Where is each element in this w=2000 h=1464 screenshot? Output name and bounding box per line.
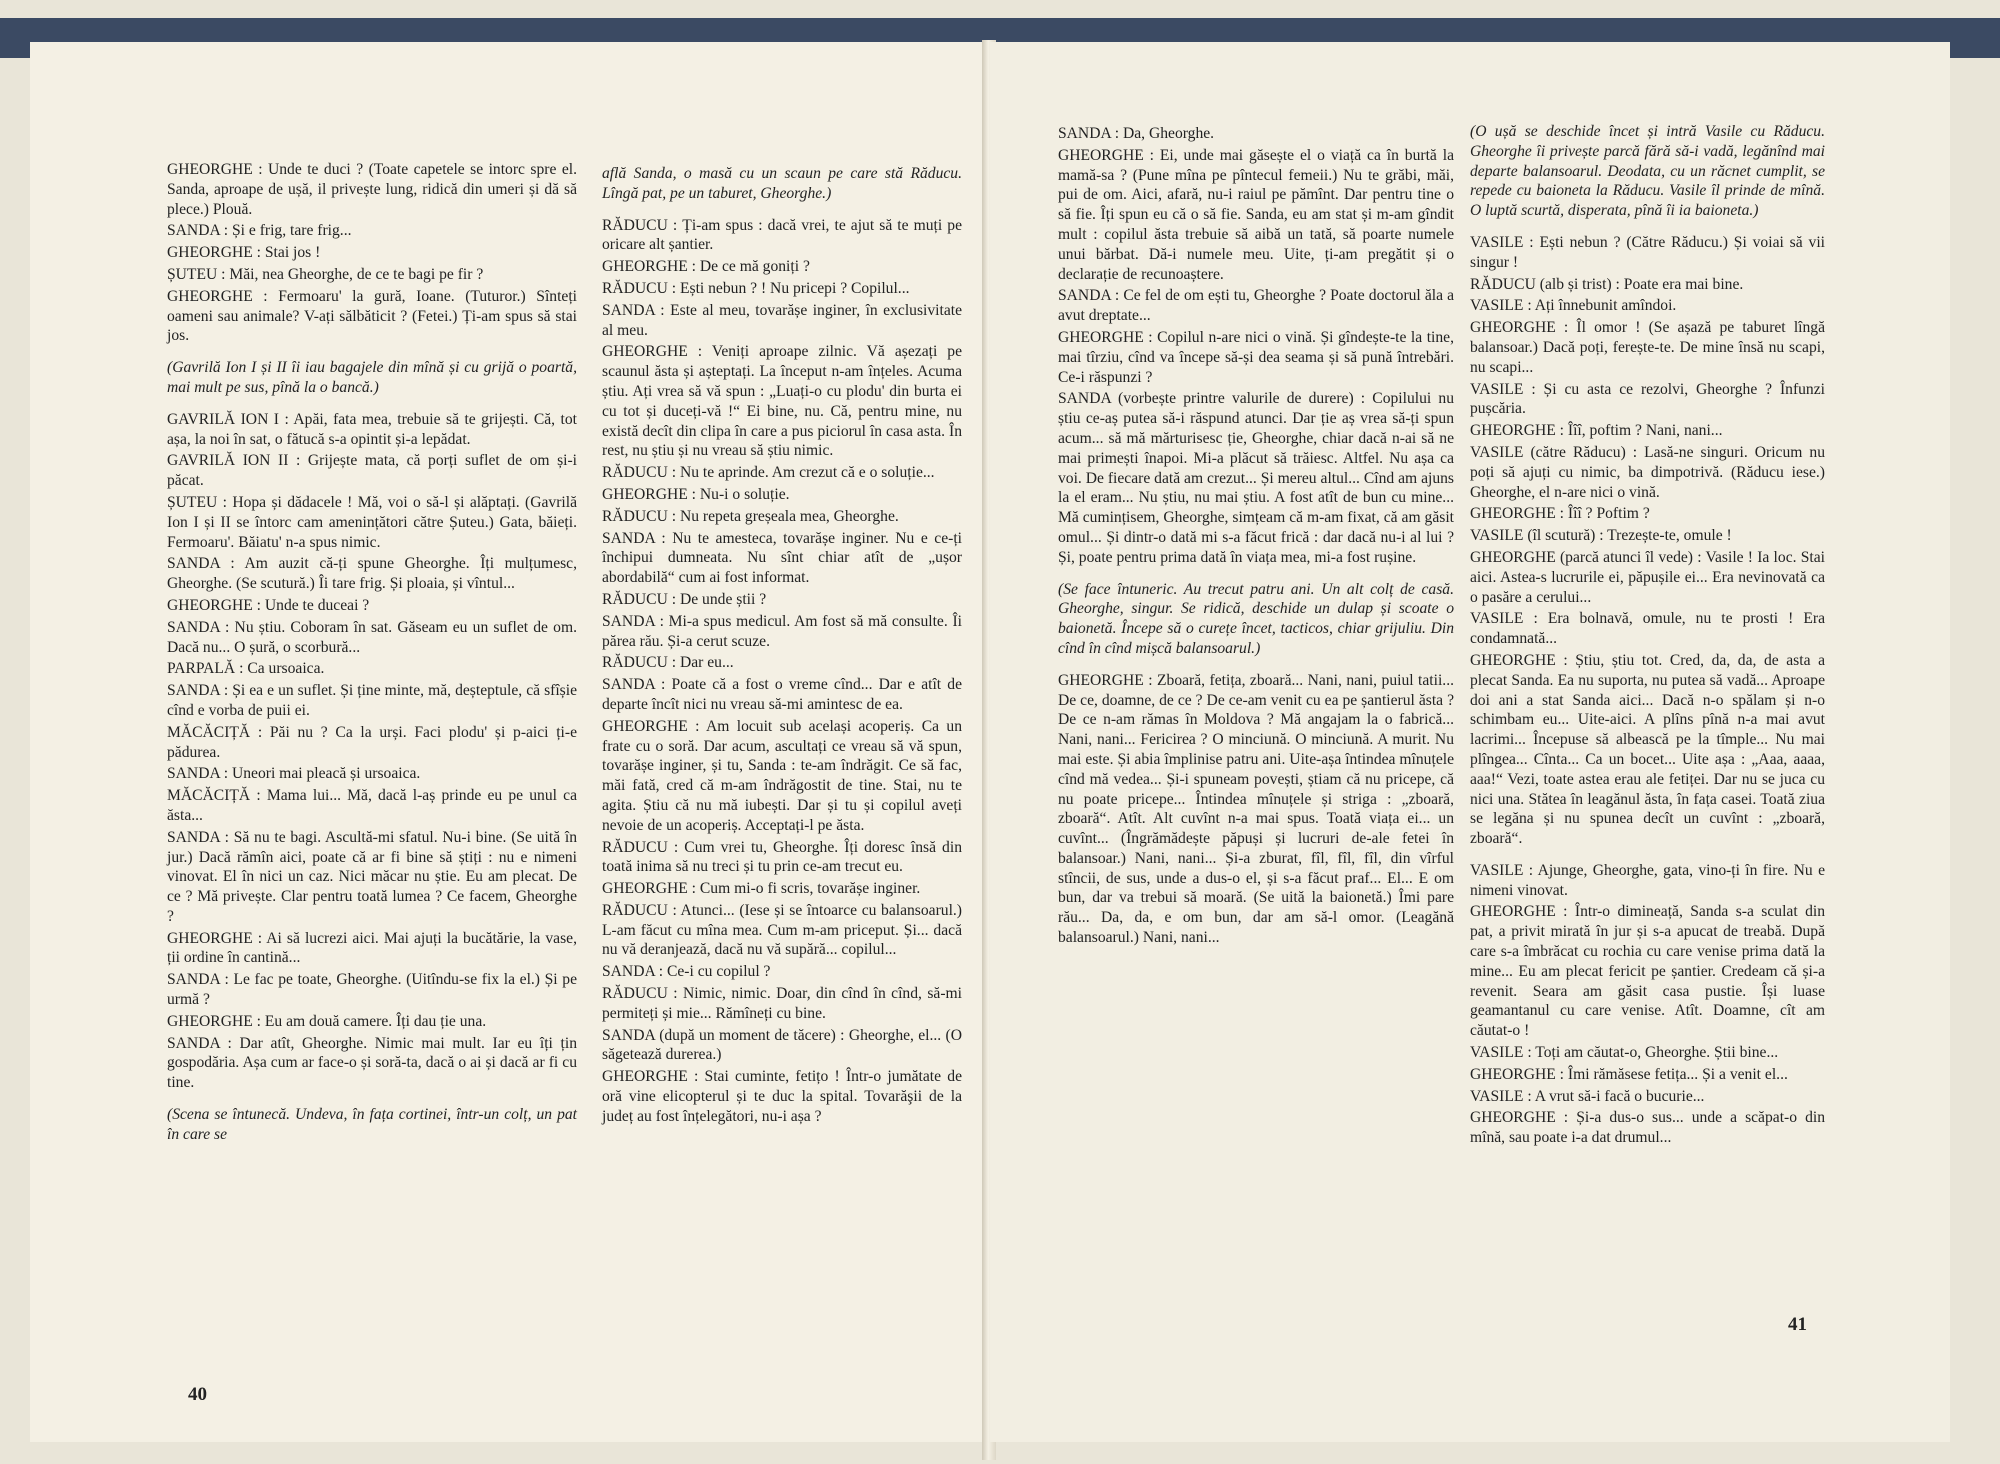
dialogue-line: VASILE : Și cu asta ce rezolvi, Gheorghe ? Înfunzi pușcăria.	[1470, 380, 1825, 418]
stage-direction: (O ușă se deschide încet și intră Vasile cu Răducu. Gheorghe îi privește parcă fără să-i vadă, legănînd mai departe balansoarul. Deodata, cu un răcnet cumplit, se repede cu baioneta la Răducu. Vasile îl prinde de mînă. O luptă scurtă, disperata, pînă îi ia baioneta.)	[1470, 123, 1825, 220]
dialogue-line: GHEORGHE : Îl omor ! (Se așază pe taburet lîngă balansoar.) Dacă poți, ferește-te. De mine însă nu scapi, nu scapi...	[1470, 319, 1825, 376]
left-column-1	[167, 160, 577, 1157]
dialogue-line: MĂCĂCIȚĂ : Păi nu ? Ca la urși. Faci plodu' și p-aici ți-e pădurea.	[167, 723, 577, 761]
dialogue-line: GHEORGHE : Veniți aproape zilnic. Vă așezați pe scaunul ăsta și așteptați. La început n-am înțeles. Acuma știu. Ați vrea să vă spun : „Luați-o cu plodu' din burta ei cu tot și duceți-vă !“ Ei bine, nu. Că, pentru mine, nu există decît din clipa în care a pus piciorul în casa asta. În rest, nu știu și nu vreau să știu nimic.	[602, 343, 962, 460]
dialogue-line: SANDA : Le fac pe toate, Gheorghe. (Uitîndu-se fix la el.) Și pe urmă ?	[167, 971, 577, 1009]
dialogue-line: MĂCĂCIȚĂ : Mama lui... Mă, dacă l-aș prinde eu pe unul ca ăsta...	[167, 787, 577, 824]
dialogue-line: GHEORGHE : Fermoaru' la gură, Ioane. (Tuturor.) Sînteți oameni sau animale? V-ați sălbăticit ? (Fetei.) Ți-am spus să stai jos.	[167, 287, 577, 345]
dialogue-line: GHEORGHE : Stai cuminte, fetițo ! Într-o jumătate de oră vine elicopterul și te duc la spital. Tovarăşii de la județ au fost înțelegători, nu-i așa ?	[602, 1068, 962, 1125]
dialogue-line: SANDA : Ce-i cu copilul ?	[602, 963, 771, 981]
dialogue-line: RĂDUCU : Nu repeta greșeala mea, Gheorghe.	[602, 507, 899, 525]
dialogue-line: RĂDUCU : Nimic, nimic. Doar, din cînd în cînd, să-mi permiteți și mie... Rămîneți cu bine.	[602, 985, 962, 1022]
stage-direction: află Sanda, o masă cu un scaun pe care stă Răducu. Lîngă pat, pe un taburet, Gheorghe.)	[602, 165, 962, 202]
dialogue-line: RĂDUCU : Dar eu...	[602, 654, 734, 672]
dialogue-line: SANDA : Nu știu. Coboram în sat. Găseam eu un suflet de om. Dacă nu... O șură, o scorbură...	[167, 618, 577, 656]
dialogue-line: SANDA : Mi-a spus medicul. Am fost să mă consulte. Îi părea rău. Și-a cerut scuze.	[602, 612, 962, 650]
stage-direction: (Scena se întunecă. Undeva, în fața cortinei, într-un colț, un pat în care se	[167, 1106, 577, 1143]
dialogue-line: VASILE : Ești nebun ? (Către Răducu.) Și voiai să vii singur !	[1470, 233, 1825, 271]
dialogue-line: GHEORGHE : De ce mă goniți ?	[602, 258, 810, 276]
dialogue-line: RĂDUCU : De unde știi ?	[602, 590, 767, 608]
dialogue-line: VASILE : A vrut să-i facă o bucurie...	[1470, 1087, 1705, 1105]
dialogue-line: RĂDUCU : Atunci... (Iese și se întoarce cu balansoarul.) L-am făcut cu mîna mea. Cum m-am priceput. Și... dacă nu vă deranjează, dacă nu vă supără... copilul...	[602, 901, 962, 959]
right-page	[990, 42, 1950, 1442]
dialogue-line: VASILE : Ajunge, Gheorghe, gata, vino-ți în fire. Nu e nimeni vinovat.	[1470, 861, 1825, 899]
dialogue-line: GHEORGHE : Într-o dimineață, Sanda s-a sculat din pat, a privit mirată în jur și s-a apucat de treabă. După care s-a îmbrăcat cu rochia cu care venise prima dată la mine... Eu am plecat fericit pe șantier. Credeam că și-a revenit. Seara am găsit casa pustie. Își luase geamantanul cu care venise. Atît. Doamne, cît am căutat-o !	[1470, 903, 1825, 1040]
dialogue-line: RĂDUCU : Cum vrei tu, Gheorghe. Îți doresc însă din toată inima să nu treci și tu prin ce-am trecut eu.	[602, 838, 962, 876]
dialogue-line: GHEORGHE : Îîî, poftim ? Nani, nani...	[1470, 422, 1723, 440]
dialogue-line: SANDA : Ce fel de om ești tu, Gheorghe ? Poate doctorul ăla a avut dreptate...	[1058, 287, 1454, 325]
dialogue-line: GHEORGHE : Știu, știu tot. Cred, da, da, de asta a plecat Sanda. Ea nu suporta, nu putea să vadă... Aproape doi ani a stat Sanda aici... Dacă n-o spălam și n-o schimbam eu... Uite-aici. A plîns pînă n-a mai avut lacrimi... Începuse să albească pe la tîmple... Nu mai plîngea... Cînta... Ca un bocet... Uite așa : „Aaa, aaaa, aaa!“ Vezi, toate astea erau ale fetiței. Dar nu se juca cu nici una. Stătea în leagănul ăsta, în fața casei. Toată ziua se legăna și nu spunea decît un cuvînt : „zboară, zboară“.	[1470, 651, 1825, 848]
dialogue-line: SANDA : Am auzit că-ți spune Gheorghe. Îți mulțumesc, Gheorghe. (Se scutură.) Îi tare frig. Și ploaia, și vîntul...	[167, 555, 577, 593]
dialogue-line: GAVRILĂ ION I : Apăi, fata mea, trebuie să te grijești. Că, tot așa, la noi în sat, o fătucă s-a opintit și-a lepădat.	[167, 410, 577, 448]
dialogue-line: SANDA (după un moment de tăcere) : Gheorghe, el... (O săgetează durerea.)	[602, 1026, 962, 1064]
dialogue-line: RĂDUCU : Nu te aprinde. Am crezut că e o soluție...	[602, 464, 935, 482]
dialogue-line: GHEORGHE : Zboară, fetița, zboară... Nani, nani, puiul tatii... De ce, doamne, de ce ? De ce-am venit cu ea pe șantierul ăsta ? De ce n-am rămas în Moldova ? Mă angajam la o fabrică... Nani, nani... Fericirea ? O minciună. O minciună. A murit. Nu mai este. Și abia împlinise patru ani. Uite-așa întindea mînuțele cînd mă vedea... Și-i spuneam povești, știam că nu pricepe, că nu poate pricepe... Întindea mînuțele și striga : „zboară, zboară“. Atît. Alt cuvînt n-a mai spus. Toată viața ei... un cuvînt... (Îngrămădește păpuși și lucruri de-ale fetei în balansoar.) Nani, nani... Și-a zburat, fîl, fîl, fîl, din vîrful stîncii, de sus, unde a dus-o el, și s-a făcut praf... El... E om bun, dar va trebui să moară. (Se uită la baionetă.) Îmi pare rău... Da, da, e om bun, dar am să-l omor. (Leagănă balansoarul.) Nani, nani...	[1058, 671, 1454, 947]
dialogue-line: GHEORGHE : Unde te duceai ?	[167, 596, 370, 614]
dialogue-line: GHEORGHE : Nu-i o soluție.	[602, 485, 790, 503]
dialogue-line: GAVRILĂ ION II : Grijește mata, că porți suflet de om și-i păcat.	[167, 452, 577, 490]
dialogue-line: GHEORGHE : Și-a dus-o sus... unde a scăpat-o din mînă, sau poate i-a dat drumul...	[1470, 1109, 1825, 1147]
dialogue-line: SANDA : Să nu te bagi. Ascultă-mi sfatul. Nu-i bine. (Se uită în jur.) Dacă rămîn aici, poate că ar fi bine să știți : nu e nimeni vinovat. El în nici un caz. Nici măcar nu știe. Eu am plecat. De ce ? Mă privește. Clar pentru toată lumea ? Ce facem, Gheorghe ?	[167, 828, 577, 925]
dialogue-line: GHEORGHE : Copilul n-are nici o vină. Și gîndește-te la tine, mai tîrziu, cînd va începe să-și dea seama și să pună întrebări. Ce-i răspunzi ?	[1058, 328, 1454, 386]
dialogue-line: VASILE (îl scutură) : Trezește-te, omule !	[1470, 527, 1732, 545]
dialogue-line: GHEORGHE : Ei, unde mai găsește el o viață ca în burtă la mamă-sa ? (Pune mîna pe pîntecul femeii.) Nu te grăbi, măi, pui de om. Aici, afară, nu-i raiul pe pămînt. Dar pentru tine o să fie. Îți spun eu că o să fie. Sanda, eu am stat și m-am gîndit mult : copilul ăsta trebuie să aibă un tată, să poarte numele unui bărbat. Dă-i numele meu. Uite, ți-am pregătit și o declarație de recunoaștere.	[1058, 146, 1454, 283]
dialogue-line: GHEORGHE : Unde te duci ? (Toate capetele se intorc spre el. Sanda, aproape de ușă, il privește lung, ridică din umeri și dă să plece.) Plouă.	[167, 161, 577, 218]
page-number-right: 41	[1788, 1314, 1807, 1335]
dialogue-line: SANDA : Și e frig, tare frig...	[167, 222, 352, 240]
dialogue-line: SANDA : Uneori mai pleacă și ursoaica.	[167, 765, 421, 783]
dialogue-line: SANDA : Poate că a fost o vreme cînd... Dar e atît de departe încît nici nu vreau să-mi amintesc de ea.	[602, 676, 962, 713]
dialogue-line: RĂDUCU : Ești nebun ? ! Nu pricepi ? Copilul...	[602, 279, 910, 297]
stage-direction: (Se face întuneric. Au trecut patru ani. Un alt colț de casă. Gheorghe, singur. Se ridică, deschide un dulap și scoate o baionetă. Începe să o curețe încet, tacticos, chiar grijuliu. Din cînd în cînd mișcă balansoarul.)	[1058, 580, 1454, 657]
dialogue-line: SANDA : Dar atît, Gheorghe. Nimic mai mult. Iar eu îți țin gospodăria. Așa cum ar face-o și soră-ta, dacă o ai și dacă ar fi cu tine.	[167, 1034, 577, 1092]
dialogue-line: RĂDUCU (alb și trist) : Poate era mai bine.	[1470, 275, 1744, 293]
dialogue-line: PARPALĂ : Ca ursoaica.	[167, 660, 325, 678]
dialogue-line: GHEORGHE : Îîî ? Poftim ?	[1470, 505, 1650, 523]
dialogue-line: GHEORGHE : Stai jos !	[167, 244, 321, 262]
left-page	[30, 42, 985, 1442]
page-number-left: 40	[188, 1384, 207, 1405]
right-column-2	[1470, 122, 1825, 1150]
dialogue-line: SANDA : Și ea e un suflet. Și ține minte, mă, deșteptule, că sfîșie cînd e vorba de puii ei.	[167, 682, 577, 719]
dialogue-line: GHEORGHE : Am locuit sub același acoperiș. Ca un frate cu o soră. Dar acum, ascultați ce vreau să vă spun, tovarășe inginer, și tu, Sanda : te-am îndrăgit. Ce să fac, măi fată, cred că m-am îndrăgostit de tine. Stai, nu te agita. Știu că nu mă iubești. Dar și tu și copilul aveți nevoie de un acoperiș. Acceptați-l pe ăsta.	[602, 717, 962, 834]
stage-direction: (Gavrilă Ion I și II îi iau bagajele din mînă și cu grijă o poartă, mai mult pe sus, pînă la o bancă.)	[167, 359, 577, 396]
dialogue-line: GHEORGHE : Ai să lucrezi aici. Mai ajuți la bucătărie, la vase, ții ordine în cantină...	[167, 929, 577, 967]
dialogue-line: ȘUTEU : Hopa și dădacele ! Mă, voi o să-l și alăptați. (Gavrilă Ion I și II se întorc cam amenințători către Șuteu.) Gata, băieți. Fermoaru'. Băiatu' n-a spus nimic.	[167, 493, 577, 551]
dialogue-line: SANDA : Da, Gheorghe.	[1058, 125, 1215, 142]
dialogue-line: GHEORGHE (parcă atunci îl vede) : Vasile ! Ia loc. Stai aici. Astea-s lucrurile ei, păpușile ei... Era nevinovată ca o pasăre a cerului...	[1470, 548, 1825, 606]
dialogue-line: SANDA : Nu te amesteca, tovarășe inginer. Nu e ce-ți închipui dumneata. Nu sînt chiar atît de „ușor abordabilă“ cum ai fost informat.	[602, 529, 962, 587]
dialogue-line: VASILE : Era bolnavă, omule, nu te prosti ! Era condamnată...	[1470, 610, 1825, 648]
dialogue-line: SANDA (vorbește printre valurile de durere) : Copilului nu știu ce-aș putea să-i răspund atunci. Dar ție aș vrea să-ți spun acum... să mă mărturisesc ție, Gheorghe, chiar dacă n-ai să ne mai primești înapoi. Mi-a plăcut să trăiesc. Altfel. Nu așa ca voi. De fiecare dată am crezut... Și mereu altul... Cînd am ajuns la el eram... Nu știu, nu mai știu. A fost atît de bun cu mine... Mă cumințisem, Gheorghe, simțeam că m-am fixat, că am găsit omul... Și dintr-o dată mi s-a făcut frică : dar dacă nu-i al lui ? Și, poate pentru prima dată în viața mea, mi-a fost rușine.	[1058, 390, 1454, 566]
left-column-2	[602, 164, 962, 1129]
dialogue-line: SANDA : Este al meu, tovarășe inginer, în exclusivitate al meu.	[602, 301, 962, 339]
dialogue-line: ȘUTEU : Măi, nea Gheorghe, de ce te bagi pe fir ?	[167, 265, 484, 283]
dialogue-line: GHEORGHE : Eu am două camere. Îți dau ție una.	[167, 1012, 487, 1030]
dialogue-line: VASILE : Ați înnebunit amîndoi.	[1470, 297, 1677, 315]
dialogue-line: VASILE (către Răducu) : Lasă-ne singuri. Oricum nu poți să ajuți cu nimic, ba dimpotrivă. (Răducu iese.) Gheorghe, el n-are nici o vină.	[1470, 443, 1825, 501]
dialogue-line: VASILE : Toți am căutat-o, Gheorghe. Știi bine...	[1470, 1044, 1779, 1062]
dialogue-line: GHEORGHE : Îmi rămăsese fetița... Și a venit el...	[1470, 1065, 1788, 1083]
dialogue-line: RĂDUCU : Ți-am spus : dacă vrei, te ajut să te muți pe oricare alt șantier.	[602, 216, 962, 254]
dialogue-line: GHEORGHE : Cum mi-o fi scris, tovarășe inginer.	[602, 880, 921, 898]
right-column-1	[1058, 124, 1454, 950]
